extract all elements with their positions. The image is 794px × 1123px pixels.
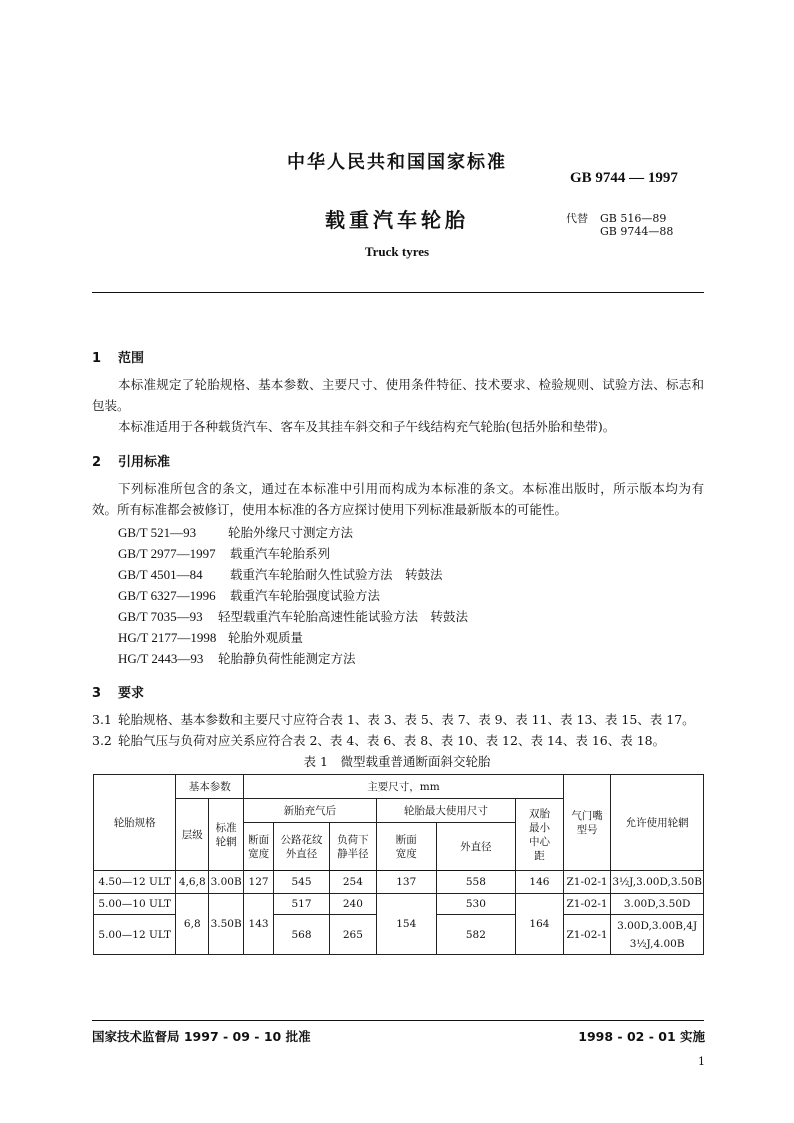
cell-max-od: 582 xyxy=(436,915,515,955)
header-valve-text: 气门嘴型号 xyxy=(571,809,603,836)
cell-size: 5.00—12 ULT xyxy=(94,915,176,955)
reference-code: HG/T 2443—93 xyxy=(118,651,204,666)
clause-number: 3.2 xyxy=(92,733,112,748)
approval-line: 国家技术监督局 1997 - 09 - 10 批准 xyxy=(92,1029,311,1044)
replaced-standard: GB 9744—88 xyxy=(600,225,674,238)
header-max-service: 轮胎最大使用尺寸 xyxy=(376,799,515,823)
cell-size: 4.50—12 ULT xyxy=(94,871,176,894)
reference-name: 轮胎外缘尺寸测定方法 xyxy=(228,525,354,540)
paragraph-text: 本标准适用于各种载货汽车、客车及其挂车斜交和子午线结构充气轮胎(包括外胎和垫带)。 xyxy=(118,419,616,434)
reference-item xyxy=(118,585,468,606)
header-dual-spacing xyxy=(516,799,564,871)
reference-name: 轮胎外观质量 xyxy=(228,630,304,645)
cell-dual: 146 xyxy=(516,871,564,894)
cell-max-od: 530 xyxy=(436,894,515,915)
header-max-section-width-text: 断面宽度 xyxy=(395,833,417,860)
reference-item xyxy=(118,522,468,543)
cell-rims: 3.00D,3.50D xyxy=(611,894,704,915)
header-max-section-width xyxy=(376,823,436,871)
reference-item xyxy=(118,564,468,585)
header-static-radius xyxy=(329,823,376,871)
header-od-highway-text: 公路花纹外直径 xyxy=(280,833,323,860)
section-1-paragraph-2 xyxy=(92,416,704,437)
table-row xyxy=(94,894,704,915)
clause-text: 轮胎规格、基本参数和主要尺寸应符合表 1、表 3、表 5、表 7、表 9、表 11、表 13、表 15、表 17。 xyxy=(118,712,695,727)
section-heading-1 xyxy=(92,347,144,366)
cell-radius: 254 xyxy=(329,871,376,894)
cell-radius: 240 xyxy=(329,894,376,915)
reference-code: GB/T 521—93 xyxy=(118,525,197,540)
cell-rims: 3½J,3.00D,3.50B xyxy=(611,871,704,894)
replaces-block xyxy=(566,212,673,238)
header-dual-spacing-text: 双胎最小中心距 xyxy=(528,807,550,862)
header-divider xyxy=(92,292,704,293)
reference-name: 轮胎静负荷性能测定方法 xyxy=(218,651,356,666)
header-section-width-text: 断面宽度 xyxy=(248,833,270,860)
cell-radius: 265 xyxy=(329,915,376,955)
section-2-paragraph-1 xyxy=(92,478,704,520)
section-heading-2 xyxy=(92,451,170,470)
cell-rims-line: 3½J,4.00B xyxy=(629,937,685,950)
reference-code: HG/T 2177—1998 xyxy=(118,630,217,645)
section-number: 3 xyxy=(92,686,102,701)
replaces-label: 代替 xyxy=(566,212,588,225)
cell-ply: 6,8 xyxy=(176,894,209,955)
reference-name: 载重汽车轮胎系列 xyxy=(230,546,331,561)
header-standard-rim-text: 标准轮辋 xyxy=(215,821,237,848)
standard-code: GB 9744 — 1997 xyxy=(570,170,678,186)
reference-code: GB/T 4501—84 xyxy=(118,567,203,582)
implementation-date: 1998 - 02 - 01 实施 xyxy=(578,1029,705,1044)
header-max-od: 外直径 xyxy=(436,823,515,871)
header-section-width xyxy=(244,823,274,871)
clause-3-1 xyxy=(92,709,704,730)
footer-divider xyxy=(92,1020,704,1021)
cell-valve: Z1-02-1 xyxy=(563,915,610,955)
cell-max-width: 137 xyxy=(376,871,436,894)
cell-valve: Z1-02-1 xyxy=(563,871,610,894)
table-row xyxy=(94,871,704,894)
document-title: 载重汽车轮胎 xyxy=(325,208,469,232)
cell-rims-line: 3.00D,3.00B,4J xyxy=(617,919,698,932)
national-standard-heading: 中华人民共和国国家标准 xyxy=(287,152,507,173)
cell-valve: Z1-02-1 xyxy=(563,894,610,915)
header-ply-rating: 层级 xyxy=(176,799,209,871)
cell-rim: 3.50B xyxy=(209,894,244,955)
clause-3-2 xyxy=(92,730,704,751)
header-standard-rim xyxy=(209,799,244,871)
cell-od: 517 xyxy=(274,894,330,915)
cell-max-width: 154 xyxy=(376,894,436,955)
reference-name: 载重汽车轮胎耐久性试验方法 转鼓法 xyxy=(230,567,443,582)
cell-rims xyxy=(611,915,704,955)
english-title: Truck tyres xyxy=(364,244,430,259)
cell-size: 5.00—10 ULT xyxy=(94,894,176,915)
cell-width: 143 xyxy=(244,894,274,955)
reference-item xyxy=(118,627,468,648)
cell-dual: 164 xyxy=(516,894,564,955)
section-title: 要求 xyxy=(118,686,145,701)
paragraph-text: 本标准规定了轮胎规格、基本参数、主要尺寸、使用条件特征、技术要求、检验规则、试验方法、标志和包装。 xyxy=(92,377,704,413)
section-number: 2 xyxy=(92,455,102,470)
header-tire-size: 轮胎规格 xyxy=(94,775,176,871)
header-static-radius-text: 负荷下静半径 xyxy=(337,833,369,860)
reference-list xyxy=(118,522,468,669)
replaced-standard: GB 516—89 xyxy=(600,212,667,225)
header-new-tire: 新胎充气后 xyxy=(244,799,377,823)
page-number: 1 xyxy=(698,1055,705,1068)
reference-name: 载重汽车轮胎强度试验方法 xyxy=(230,588,381,603)
clause-text: 轮胎气压与负荷对应关系应符合表 2、表 4、表 6、表 8、表 10、表 12、表 14、表 16、表 18。 xyxy=(118,733,666,748)
reference-item xyxy=(118,606,468,627)
table-caption: 表 1 微型载重普通断面斜交轮胎 xyxy=(303,754,491,769)
header-main-dimensions: 主要尺寸，mm xyxy=(244,775,564,799)
reference-code: GB/T 2977—1997 xyxy=(118,546,216,561)
header-permitted-rims: 允许使用轮辋 xyxy=(611,775,704,871)
reference-code: GB/T 6327—1996 xyxy=(118,588,216,603)
header-basic-params: 基本参数 xyxy=(176,775,244,799)
cell-od: 545 xyxy=(274,871,330,894)
reference-code: GB/T 7035—93 xyxy=(118,609,203,624)
section-number: 1 xyxy=(92,351,102,366)
section-title: 范围 xyxy=(118,351,145,366)
header-valve xyxy=(563,775,610,871)
reference-item xyxy=(118,648,468,669)
section-title: 引用标准 xyxy=(118,455,171,470)
section-1-paragraph-1 xyxy=(92,374,704,416)
reference-item xyxy=(118,543,468,564)
reference-name: 轻型载重汽车轮胎高速性能试验方法 转鼓法 xyxy=(218,609,469,624)
section-heading-3 xyxy=(92,682,144,701)
clause-number: 3.1 xyxy=(92,712,112,727)
paragraph-text: 下列标准所包含的条文，通过在本标准中引用而构成为本标准的条文。本标准出版时，所示版本均为有效。所有标准都会被修订，使用本标准的各方应探讨使用下列标准最新版本的可能性。 xyxy=(92,481,704,517)
cell-max-od: 558 xyxy=(436,871,515,894)
cell-rim: 3.00B xyxy=(209,871,244,894)
tire-spec-table xyxy=(93,774,704,955)
cell-width: 127 xyxy=(244,871,274,894)
cell-ply: 4,6,8 xyxy=(176,871,209,894)
cell-od: 568 xyxy=(274,915,330,955)
header-od-highway xyxy=(274,823,330,871)
